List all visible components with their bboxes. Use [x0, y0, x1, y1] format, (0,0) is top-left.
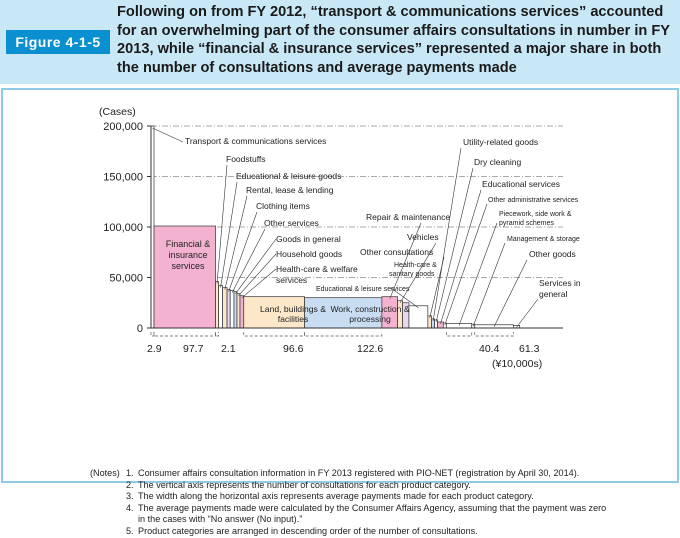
annotation-foodstuffs: Foodstuffs: [226, 154, 266, 164]
bar: [219, 286, 223, 328]
annotation-piecework: Piecework, side work &: [499, 211, 572, 218]
bar: [443, 323, 446, 328]
annotation-services-general: general: [539, 289, 568, 299]
annotation-household: Household goods: [276, 249, 343, 259]
bar: [227, 290, 230, 328]
bar-label-financial: Financial &: [165, 239, 211, 249]
note-number: 5.: [126, 525, 134, 536]
bar-label-financial: services: [171, 261, 205, 271]
width-bracket: [446, 332, 471, 336]
note-item: [126, 480, 610, 492]
bar: [446, 323, 471, 328]
figure-header: [0, 0, 680, 84]
annotation-other-goods: Other goods: [529, 249, 576, 259]
annotation-piecework: pyramid schemes: [499, 220, 554, 227]
x-width-brackets: [151, 332, 513, 336]
annotation-other-consult: Other consultations: [360, 247, 434, 257]
annotation-utility: Utility-related goods: [463, 137, 539, 147]
bar: [230, 291, 234, 328]
annotation-edu-goods: Educational & leisure goods: [236, 171, 342, 181]
notes-prefix: (Notes): [90, 468, 120, 478]
width-bracket: [305, 332, 382, 336]
note-item: [90, 468, 610, 480]
annotation-edu-services: Educational services: [482, 179, 560, 189]
annotation-other-services: Other services: [264, 218, 319, 228]
annotation-management: Management & storage: [507, 236, 580, 243]
marimekko-chart: [3, 90, 679, 482]
annotation-other-admin: Other administrative services: [488, 197, 579, 204]
leader-line: [225, 196, 247, 290]
annotation-rental: Rental, lease & lending: [246, 185, 334, 195]
y-axis-label: (Cases): [99, 106, 136, 118]
x-value-label: 97.7: [183, 343, 204, 355]
note-text: The average payments made were calculated by the Consumer Affairs Agency, assuming that the payment was zero in the cases with “No answer (No input).”: [138, 502, 607, 525]
note-number: 4.: [126, 502, 134, 513]
y-ticks: [103, 121, 151, 335]
chart-frame: [1, 88, 679, 536]
width-bracket: [154, 332, 216, 336]
leader-line: [494, 260, 527, 327]
annotation-clothing: Clothing items: [256, 201, 310, 211]
y-tick-label: 100,000: [103, 222, 143, 234]
note-item: [126, 526, 610, 538]
note-text: Consumer affairs consultation information in FY 2013 registered with PIO-NET (registration by April 30, 2014).: [138, 468, 580, 478]
leader-line: [440, 190, 481, 324]
note-number: 1.: [126, 468, 134, 478]
annotation-vehicles: Vehicles: [407, 232, 439, 242]
y-tick-label: 0: [136, 323, 143, 335]
width-bracket: [151, 332, 154, 336]
bar: [237, 294, 240, 328]
x-axis-label: (¥10,000s): [492, 358, 543, 370]
notes: [90, 468, 610, 538]
bar-label-work: Work, construction &: [330, 304, 410, 314]
width-bracket: [244, 332, 305, 336]
leader-line: [238, 254, 276, 296]
x-value-label: 96.6: [283, 343, 304, 355]
note-item: [126, 503, 610, 526]
y-tick-label: 150,000: [103, 171, 143, 184]
note-number: 2.: [126, 479, 134, 490]
leader-line: [217, 165, 227, 284]
annotation-goods-general: Goods in general: [276, 234, 341, 244]
annotation-services-general: Services in: [539, 278, 581, 288]
annotation-health-welfare: Health-care & welfare: [276, 264, 358, 274]
note-text: Product categories are arranged in descending order of the number of consultations.: [138, 525, 478, 536]
bar-label-land: facilities: [277, 314, 309, 324]
leader-line: [517, 299, 538, 327]
bar: [234, 292, 237, 328]
leader-line: [153, 128, 184, 142]
annotation-edu-services-small: Educational & leisure services: [316, 286, 410, 293]
bar: [409, 306, 428, 328]
annotation-dry-cleaning: Dry cleaning: [474, 157, 522, 167]
bar: [240, 296, 244, 328]
annotation-health-welfare: services: [276, 275, 308, 285]
leader-line: [436, 168, 473, 322]
x-value-label: 2.9: [147, 343, 162, 355]
x-value-label: 40.4: [479, 343, 500, 355]
bar: [438, 322, 444, 328]
y-tick-label: 50,000: [109, 272, 143, 285]
figure-label: Figure 4-1-5: [6, 30, 110, 54]
note-item: [126, 491, 610, 503]
bar: [216, 282, 219, 328]
width-bracket: [475, 332, 514, 336]
width-bracket: [216, 332, 219, 336]
x-value-label: 122.6: [357, 343, 384, 355]
annotation-repair: Repair & maintenance: [366, 212, 451, 222]
note-text: The vertical axis represents the number of consultations for each product category.: [138, 479, 471, 490]
note-number: 3.: [126, 491, 134, 502]
x-value-label: 61.3: [519, 343, 540, 355]
bar: [223, 288, 227, 328]
annotation-health-sanitary: sanitary goods: [389, 271, 435, 278]
figure-title: Following on from FY 2012, “transport & communications services” accounted for an overwhelming part of the consumer affairs consultations in number in FY 2013, while “financial & insurance services” represented a major share in both the number of consultations and average payments made: [117, 4, 670, 76]
leader-line: [459, 223, 497, 325]
annotation-transport: Transport & communications services: [185, 136, 327, 146]
x-value-label: 2.1: [221, 343, 236, 355]
bar-label-work: processing: [349, 314, 391, 324]
bar-label-financial: insurance: [168, 250, 208, 260]
bar-label-land: Land, buildings &: [260, 304, 326, 314]
note-text: The width along the horizontal axis represents average payments made for each product category.: [138, 491, 534, 502]
y-tick-label: 200,000: [103, 121, 143, 133]
annotation-health-sanitary: Health-care &: [394, 262, 437, 269]
